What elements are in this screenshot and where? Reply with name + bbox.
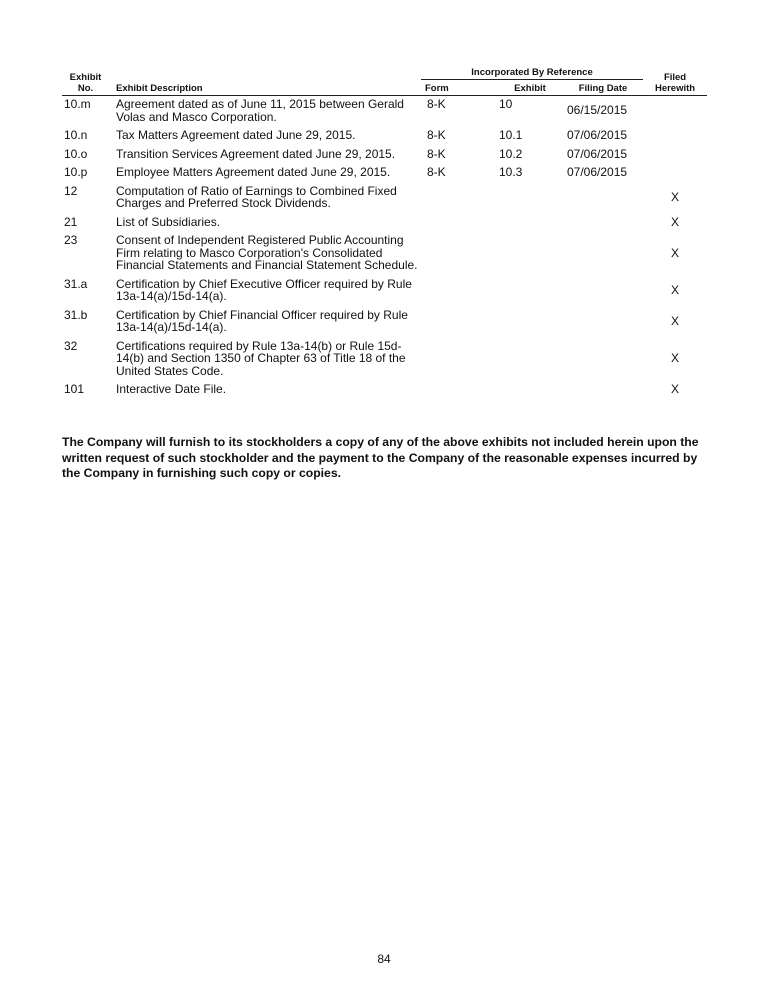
exhibit-reference — [497, 182, 563, 213]
exhibit-description: Tax Matters Agreement dated June 29, 2015. — [116, 128, 356, 142]
filed-herewith-mark: X — [671, 282, 680, 297]
exhibit-reference — [497, 337, 563, 381]
filed-herewith-mark: X — [671, 189, 680, 204]
form-type: 8-K — [427, 146, 446, 161]
header-filing-date: Filing Date — [563, 80, 643, 96]
filed-herewith-mark — [643, 163, 707, 182]
page-number: 84 — [377, 952, 391, 966]
table-row — [62, 380, 707, 399]
form-type — [421, 231, 497, 275]
form-type: 8-K — [427, 165, 446, 179]
exhibit-description: Computation of Ratio of Earnings to Combined Fixed Charges and Preferred Stock Dividends. — [116, 183, 397, 210]
exhibit-number: 31.a — [64, 276, 88, 291]
exhibit-reference — [497, 231, 563, 275]
form-type — [421, 380, 497, 399]
exhibit-table — [62, 67, 707, 399]
exhibit-description: Consent of Independent Registered Public Accounting Firm relating to Masco Corporation's Consolidated Financial Statements and Financial Statement Schedule. — [116, 233, 418, 272]
filed-herewith-mark: X — [671, 351, 680, 365]
form-type: 8-K — [427, 128, 446, 142]
form-type — [421, 275, 497, 306]
header-form: Form — [421, 80, 497, 96]
filing-date — [563, 213, 643, 232]
table-row — [62, 306, 707, 337]
filing-date: 07/06/2015 — [567, 128, 628, 142]
table-row — [62, 96, 707, 127]
exhibit-reference: 10.2 — [499, 146, 523, 161]
exhibit-number: 31.b — [64, 307, 88, 322]
furnish-notice: The Company will furnish to its stockholders a copy of any of the above exhibits not included herein upon the written request of such stockholder and the payment to the Company of the reasonable expenses incurred by the Company in furnishing such copy or copies. — [62, 435, 699, 480]
exhibit-rows — [62, 96, 707, 399]
exhibit-description: List of Subsidiaries. — [116, 214, 221, 229]
exhibit-description: Certifications required by Rule 13a-14(b) or Rule 15d-14(b) and Section 1350 of Chapter 63 of Title 18 of the United States Code. — [116, 338, 406, 378]
filing-date: 07/06/2015 — [567, 146, 628, 161]
exhibit-reference — [497, 306, 563, 337]
header-exhibit-description: Exhibit Description — [109, 67, 421, 96]
filing-date — [563, 306, 643, 337]
exhibit-reference: 10.3 — [499, 165, 523, 179]
exhibit-reference — [497, 275, 563, 306]
form-type — [421, 306, 497, 337]
exhibit-number: 10.p — [64, 165, 88, 179]
exhibit-number: 10.m — [64, 97, 91, 111]
filing-date — [563, 337, 643, 381]
table-row — [62, 275, 707, 306]
table-row — [62, 163, 707, 182]
form-type — [421, 182, 497, 213]
filing-date — [563, 231, 643, 275]
exhibit-number: 21 — [64, 214, 78, 229]
exhibit-description: Certification by Chief Executive Officer required by Rule 13a-14(a)/15d-14(a). — [116, 276, 412, 303]
exhibit-reference: 10.1 — [499, 128, 523, 142]
filing-date — [563, 275, 643, 306]
exhibit-reference — [497, 380, 563, 399]
table-row — [62, 182, 707, 213]
exhibit-number: 32 — [64, 338, 78, 353]
table-row — [62, 213, 707, 232]
table-row — [62, 337, 707, 381]
exhibit-description: Certification by Chief Financial Officer required by Rule 13a-14(a)/15d-14(a). — [116, 307, 408, 334]
filed-herewith-mark — [643, 145, 707, 164]
exhibit-reference: 10 — [499, 97, 513, 111]
exhibit-description: Employee Matters Agreement dated June 29, 2015. — [116, 165, 391, 179]
table-row — [62, 126, 707, 145]
filed-herewith-mark: X — [671, 245, 680, 260]
exhibit-description: Agreement dated as of June 11, 2015 between Gerald Volas and Masco Corporation. — [116, 97, 404, 124]
header-exhibit: Exhibit — [497, 80, 563, 96]
filing-date — [563, 182, 643, 213]
exhibit-number: 10.n — [64, 128, 88, 142]
exhibit-number: 12 — [64, 183, 78, 198]
filing-date — [563, 380, 643, 399]
filing-date: 07/06/2015 — [567, 165, 628, 179]
form-type: 8-K — [427, 97, 446, 111]
filed-herewith-mark — [643, 126, 707, 145]
filed-herewith-mark: X — [671, 214, 680, 229]
exhibit-reference — [497, 213, 563, 232]
exhibit-number: 101 — [64, 382, 85, 396]
table-row — [62, 145, 707, 164]
header-incorporated-by-reference: Incorporated By Reference — [421, 67, 643, 80]
header-filed-herewith: Filed Herewith — [643, 67, 707, 96]
filing-date: 06/15/2015 — [567, 103, 628, 118]
form-type — [421, 337, 497, 381]
form-type — [421, 213, 497, 232]
header-exhibit-no: Exhibit No. — [62, 67, 109, 96]
filed-herewith-mark: X — [671, 313, 680, 328]
table-row — [62, 231, 707, 275]
filed-herewith-mark — [643, 96, 707, 127]
exhibit-number: 10.o — [64, 146, 88, 161]
filed-herewith-mark: X — [671, 382, 680, 396]
exhibit-description: Transition Services Agreement dated June 29, 2015. — [116, 146, 396, 161]
exhibit-description: Interactive Date File. — [116, 382, 227, 396]
exhibit-number: 23 — [64, 233, 78, 247]
